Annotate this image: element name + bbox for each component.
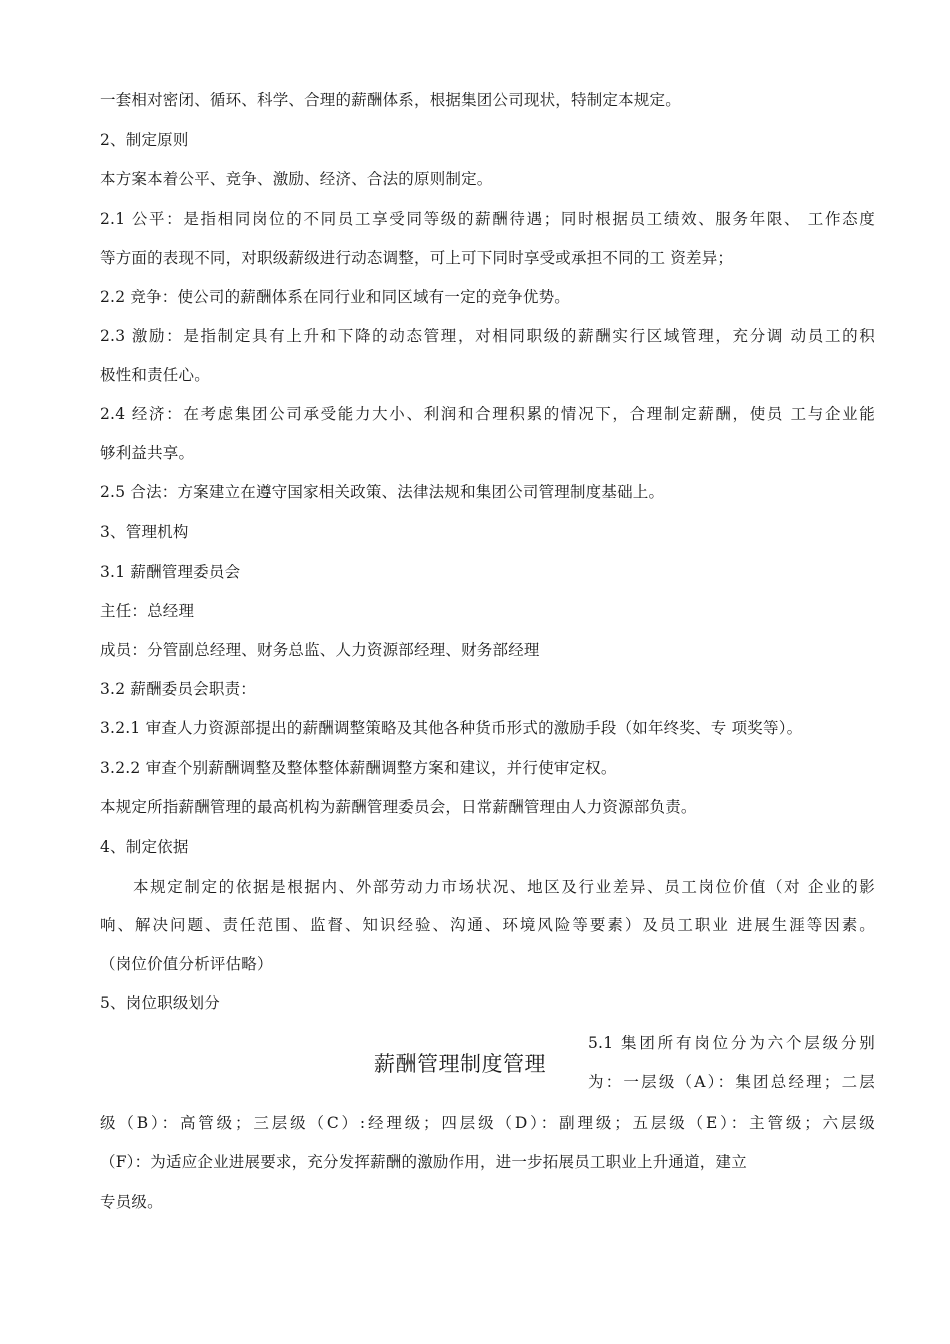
text-line: 主任：总经理 <box>100 602 195 620</box>
text-line: 为：一层级（A）：集团总经理；二层 <box>588 1073 875 1091</box>
text-line: 成员：分管副总经理、财务总监、人力资源部经理、财务部经理 <box>100 641 540 659</box>
text-line: 一套相对密闭、循环、科学、合理的薪酬体系，根据集团公司现状，特制定本规定。 <box>100 91 681 109</box>
text-line: （岗位价值分析评估略） <box>100 955 273 973</box>
text-line: 本规定所指薪酬管理的最高机构为薪酬管理委员会，日常薪酬管理由人力资源部负责。 <box>100 798 697 816</box>
section-heading: 3、管理机构 <box>100 523 189 541</box>
text-line: 专员级。 <box>100 1193 163 1211</box>
text-line: 3.2.1 审查人力资源部提出的薪酬调整策略及其他各种货币形式的激励手段（如年终奖、专 项奖等）。 <box>100 719 803 737</box>
text-line: 2.3 激励：是指制定具有上升和下降的动态管理，对相同职级的薪酬实行区域管理，充分调 动员工的积 <box>100 327 875 345</box>
text-line: 本规定制定的依据是根据内、外部劳动力市场状况、地区及行业差异、员工岗位价值（对 企业的影 <box>133 878 875 896</box>
text-line: 2.2 竞争：使公司的薪酬体系在同行业和同区域有一定的竞争优势。 <box>100 288 570 306</box>
section-heading: 5、岗位职级划分 <box>100 994 220 1012</box>
text-line: 3.2.2 审查个别薪酬调整及整体整体薪酬调整方案和建议，并行使审定权。 <box>100 759 617 777</box>
text-line: 2.1 公平：是指相同岗位的不同员工享受同等级的薪酬待遇；同时根据员工绩效、服务年限、 工作态度 <box>100 210 875 228</box>
text-line: 3.2 薪酬委员会职责： <box>100 680 256 698</box>
section-heading: 4、制定依据 <box>100 838 189 856</box>
text-line: 2.5 合法：方案建立在遵守国家相关政策、法律法规和集团公司管理制度基础上。 <box>100 483 665 501</box>
document-title: 薪酬管理制度管理 <box>374 1052 546 1076</box>
text-line: 等方面的表现不同，对职级薪级进行动态调整，可上可下同时享受或承担不同的工 资差异； <box>100 249 734 267</box>
section-heading: 2、制定原则 <box>100 131 189 149</box>
text-line: 2.4 经济：在考虑集团公司承受能力大小、利润和合理积累的情况下，合理制定薪酬，使员 工与企业能 <box>100 405 875 423</box>
text-line: 够利益共享。 <box>100 444 195 462</box>
text-line: 响、解决问题、责任范围、监督、知识经验、沟通、环境风险等要素）及员工职业 进展生涯等因素。 <box>100 916 875 934</box>
text-line: 级（B）：高管级；三层级（C）:经理级；四层级（D）：副理级；五层级（E）：主管级；六层级 <box>100 1114 875 1132</box>
text-line: 本方案本着公平、竞争、激励、经济、合法的原则制定。 <box>100 170 493 188</box>
text-line: （F）：为适应企业进展要求，充分发挥薪酬的激励作用，进一步拓展员工职业上升通道，建立 <box>100 1153 747 1171</box>
text-line: 极性和责任心。 <box>100 366 210 384</box>
text-line: 5.1 集团所有岗位分为六个层级分别 <box>588 1034 875 1052</box>
text-line: 3.1 薪酬管理委员会 <box>100 563 241 581</box>
